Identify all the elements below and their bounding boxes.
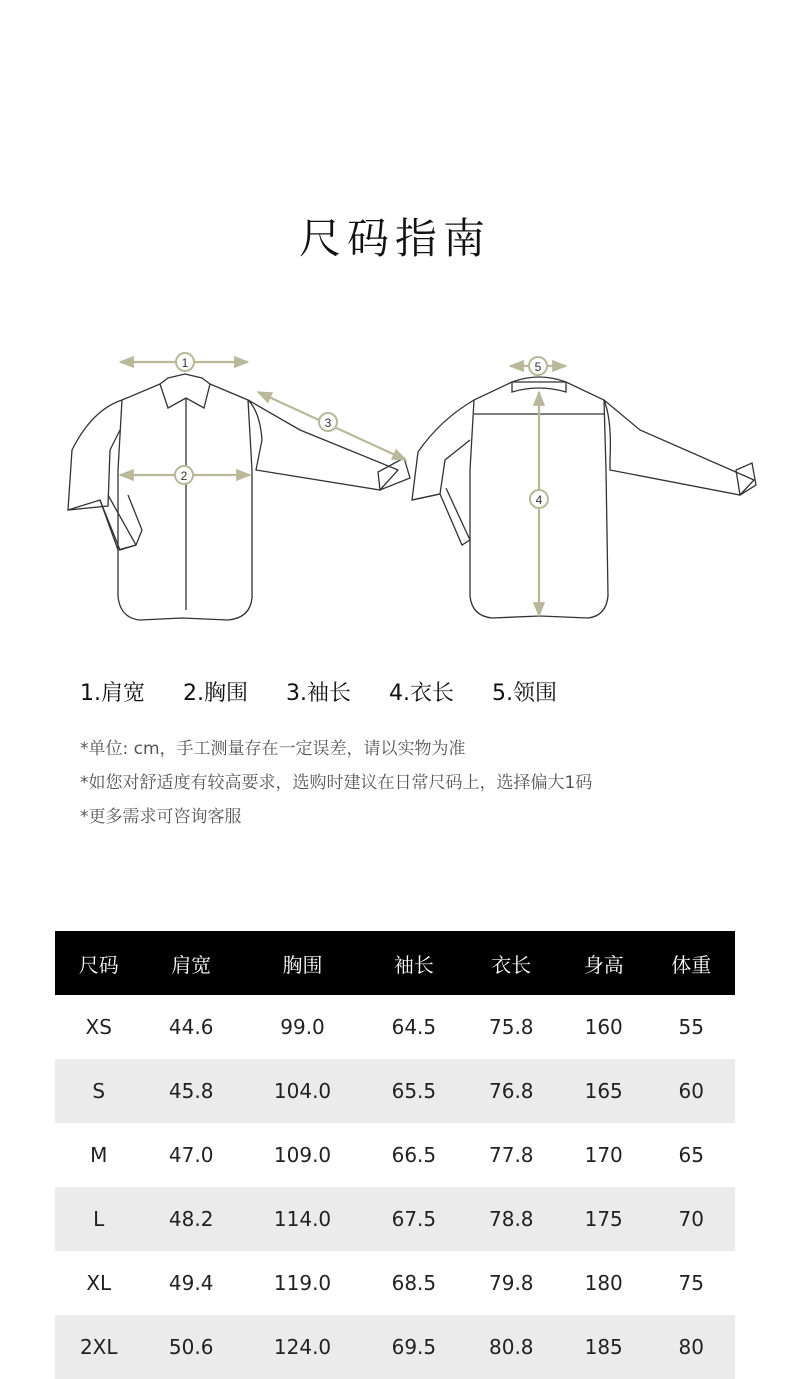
- table-cell: 2XL: [55, 1315, 142, 1379]
- header-shoulder: 肩宽: [142, 931, 239, 995]
- page-title: 尺码指南: [298, 214, 491, 263]
- table-cell: 70: [647, 1187, 735, 1251]
- shirt-back-drawing: [412, 377, 756, 618]
- table-cell: 124.0: [240, 1315, 365, 1379]
- measurement-legend: [80, 676, 595, 707]
- note-line: *如您对舒适度有较高要求，选购时建议在日常尺码上，选择偏大1码: [80, 773, 593, 793]
- table-cell: 48.2: [142, 1187, 239, 1251]
- legend-item: 1.肩宽: [80, 681, 145, 706]
- table-row: [55, 1123, 735, 1187]
- header-height: 身高: [560, 931, 647, 995]
- svg-text:3: 3: [324, 416, 332, 430]
- table-cell: 175: [560, 1187, 647, 1251]
- table-cell: 119.0: [273, 1271, 332, 1295]
- table-row: [55, 1187, 735, 1251]
- size-notes: [80, 732, 592, 834]
- shirt-front-drawing: [68, 374, 410, 620]
- table-cell: 78.8: [463, 1187, 560, 1251]
- table-cell: 45.8: [142, 1059, 239, 1123]
- table-cell: 114.0: [240, 1187, 365, 1251]
- table-row: [55, 1059, 735, 1123]
- table-cell: 104.0: [240, 1059, 365, 1123]
- legend-item: 4.衣长: [389, 681, 454, 706]
- table-cell: 66.5: [391, 1143, 437, 1167]
- table-cell: 69.5: [365, 1315, 462, 1379]
- marker-2: [175, 466, 193, 484]
- table-row: [55, 995, 735, 1059]
- shirt-measurement-diagram: [0, 340, 790, 640]
- table-cell: 165: [560, 1059, 647, 1123]
- header-length: 衣长: [463, 931, 560, 995]
- table-cell: M: [90, 1143, 108, 1167]
- table-cell: 65: [678, 1143, 704, 1167]
- svg-text:5: 5: [534, 360, 542, 374]
- legend-item: 2.胸围: [183, 681, 248, 706]
- table-cell: 109.0: [273, 1143, 332, 1167]
- marker-5: [529, 357, 547, 375]
- table-cell: 170: [584, 1143, 623, 1167]
- table-cell: 80.8: [463, 1315, 560, 1379]
- table-cell: 68.5: [391, 1271, 437, 1295]
- table-cell: XL: [86, 1271, 112, 1295]
- svg-text:4: 4: [535, 493, 543, 507]
- table-cell: 47.0: [168, 1143, 214, 1167]
- table-cell: 55: [678, 1015, 704, 1039]
- table-row: [55, 1251, 735, 1315]
- table-cell: 80: [647, 1315, 735, 1379]
- table-cell: 75.8: [489, 1015, 534, 1039]
- note-line: *单位: cm，手工测量存在一定误差，请以实物为准: [80, 739, 466, 759]
- table-cell: 65.5: [365, 1059, 462, 1123]
- note-line: *更多需求可咨询客服: [80, 807, 242, 827]
- table-cell: 99.0: [280, 1015, 325, 1039]
- table-cell: 77.8: [489, 1143, 534, 1167]
- header-weight: 体重: [647, 931, 735, 995]
- table-cell: XS: [85, 1015, 112, 1039]
- header-sleeve: 袖长: [365, 931, 462, 995]
- table-cell: 50.6: [142, 1315, 239, 1379]
- legend-item: 3.袖长: [286, 681, 351, 706]
- svg-text:2: 2: [180, 469, 188, 483]
- table-cell: 76.8: [463, 1059, 560, 1123]
- header-chest: 胸围: [240, 931, 365, 995]
- table-cell: 180: [584, 1271, 623, 1295]
- legend-item: 5.领围: [492, 681, 557, 706]
- table-cell: 160: [584, 1015, 623, 1039]
- table-cell: 79.8: [489, 1271, 534, 1295]
- table-cell: 49.4: [168, 1271, 214, 1295]
- table-cell: L: [55, 1187, 142, 1251]
- table-cell: 185: [560, 1315, 647, 1379]
- table-row: [55, 1315, 735, 1379]
- size-table: [55, 931, 735, 1379]
- marker-4: [530, 490, 548, 508]
- marker-1: [176, 353, 194, 371]
- table-cell: S: [55, 1059, 142, 1123]
- table-cell: 60: [647, 1059, 735, 1123]
- marker-3: [319, 413, 337, 431]
- table-cell: 64.5: [391, 1015, 437, 1039]
- table-cell: 67.5: [365, 1187, 462, 1251]
- table-cell: 75: [678, 1271, 704, 1295]
- header-size: 尺码: [55, 931, 142, 995]
- svg-text:1: 1: [181, 356, 189, 370]
- table-cell: 44.6: [168, 1015, 214, 1039]
- table-header-row: [55, 931, 735, 995]
